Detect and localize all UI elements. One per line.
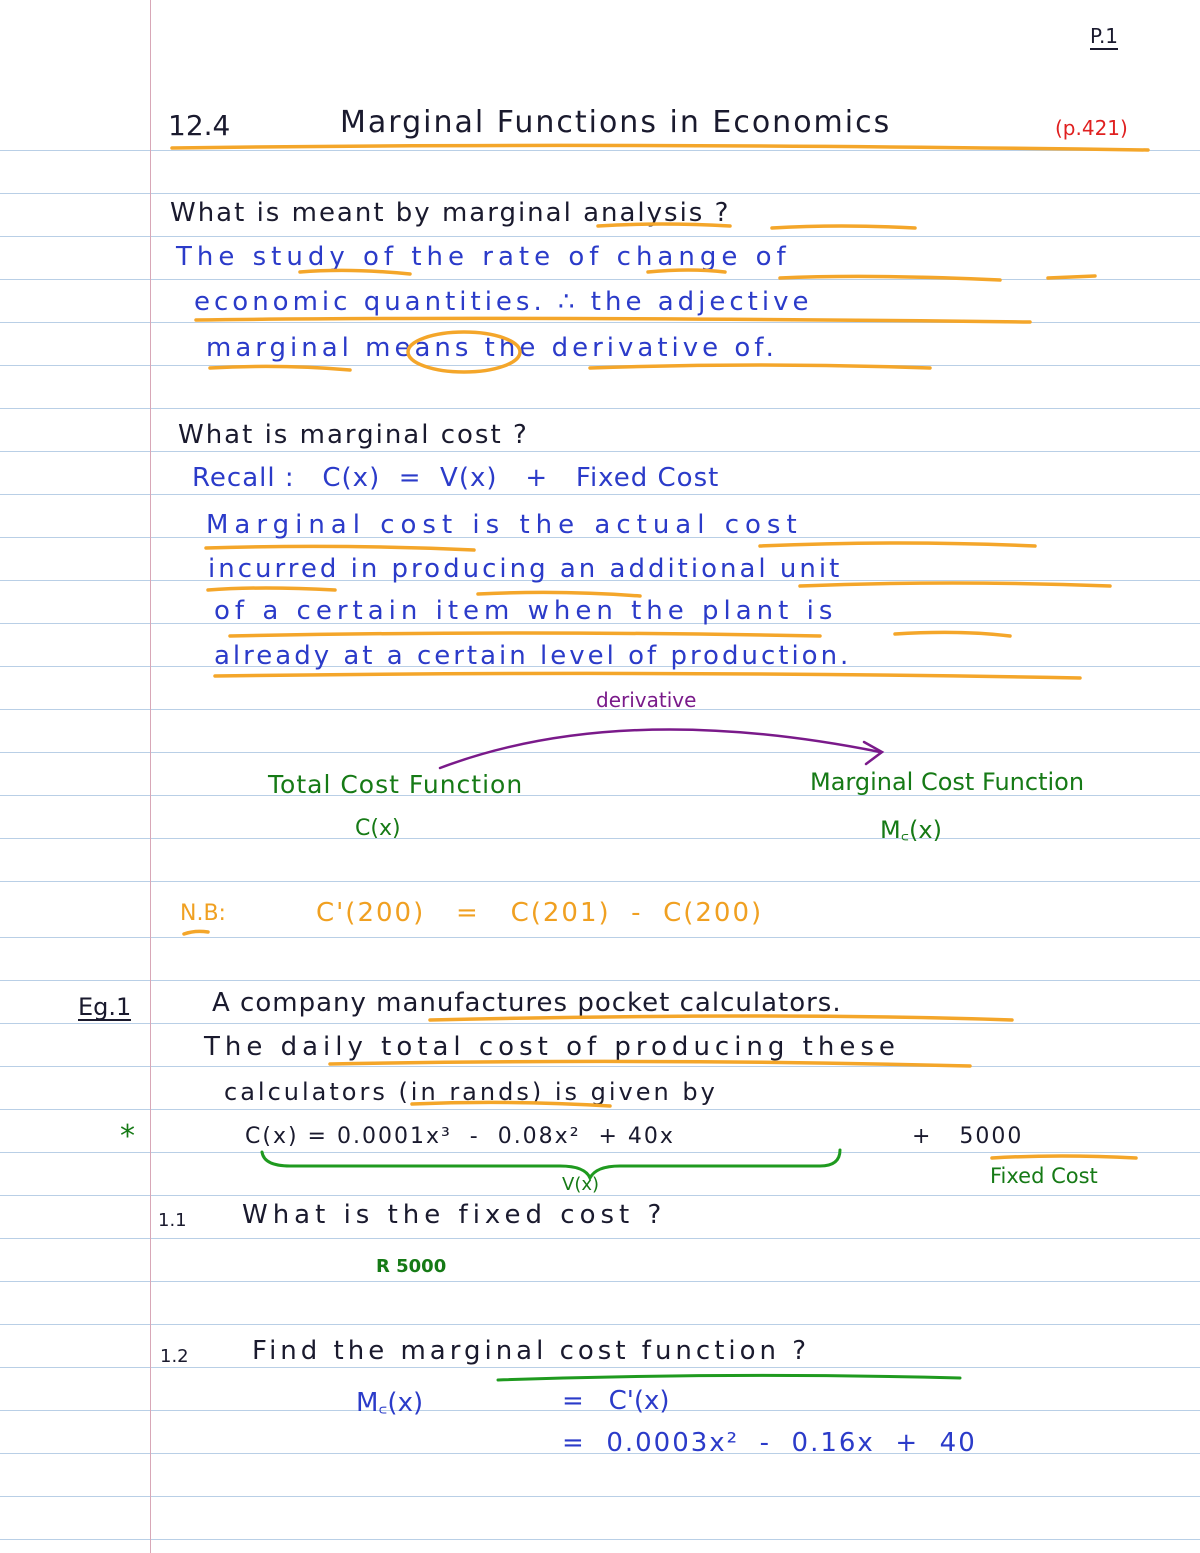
marginal-cost-function-label: Marginal Cost Function bbox=[810, 768, 1085, 796]
question-1-2-number: 1.2 bbox=[160, 1346, 189, 1367]
arrow-label-derivative: derivative bbox=[596, 688, 697, 712]
star-mark: * bbox=[120, 1119, 135, 1154]
nb-label: N.B: bbox=[180, 901, 226, 926]
total-cost-function-label: Total Cost Function bbox=[268, 770, 524, 799]
example-line-1: A company manufactures pocket calculators. bbox=[212, 988, 842, 1018]
answer-line-3: marginal means the derivative of. bbox=[206, 333, 778, 363]
example-line-3: calculators (in rands) is given by bbox=[224, 1078, 718, 1106]
question-1-1: What is the fixed cost ? bbox=[242, 1200, 667, 1230]
answer-line-2: economic quantities. ∴ the adjective bbox=[194, 287, 813, 317]
page-number: P.1 bbox=[1090, 24, 1119, 48]
definition-line-2: incurred in producing an additional unit bbox=[208, 554, 843, 584]
question-1-2: Find the marginal cost function ? bbox=[252, 1336, 811, 1366]
cost-function: C(x) = 0.0001x³ - 0.08x² + 40x bbox=[245, 1124, 675, 1149]
answer-1-1: R 5000 bbox=[376, 1256, 447, 1277]
section-number: 12.4 bbox=[168, 109, 231, 142]
fixed-cost-label: Fixed Cost bbox=[990, 1164, 1098, 1188]
fixed-cost-term: + 5000 bbox=[912, 1124, 1024, 1149]
page-reference: (p.421) bbox=[1055, 116, 1128, 140]
marginal-cost-symbol: M꜀(x) bbox=[880, 816, 942, 844]
answer-1-2-step-1: = C'(x) bbox=[562, 1386, 670, 1416]
question-1-1-number: 1.1 bbox=[158, 1210, 187, 1231]
answer-1-2-step-2: = 0.0003x² - 0.16x + 40 bbox=[562, 1428, 977, 1458]
example-label: Eg.1 bbox=[78, 993, 132, 1021]
total-cost-symbol: C(x) bbox=[355, 816, 401, 841]
recall-formula: Recall : C(x) = V(x) + Fixed Cost bbox=[192, 463, 720, 493]
definition-line-4: already at a certain level of production. bbox=[214, 641, 852, 671]
answer-line-1: The study of the rate of change of bbox=[176, 242, 791, 272]
definition-line-3: of a certain item when the plant is bbox=[214, 596, 838, 626]
nb-equation: C'(200) = C(201) - C(200) bbox=[316, 898, 764, 928]
example-line-2: The daily total cost of producing these bbox=[204, 1032, 900, 1062]
answer-1-2-lhs: M꜀(x) bbox=[356, 1388, 424, 1418]
question-marginal-analysis: What is meant by marginal analysis ? bbox=[170, 198, 731, 228]
variable-cost-label: V(x) bbox=[562, 1174, 600, 1195]
question-marginal-cost: What is marginal cost ? bbox=[178, 420, 529, 450]
section-title: Marginal Functions in Economics bbox=[340, 105, 892, 140]
definition-line-1: Marginal cost is the actual cost bbox=[206, 510, 803, 540]
